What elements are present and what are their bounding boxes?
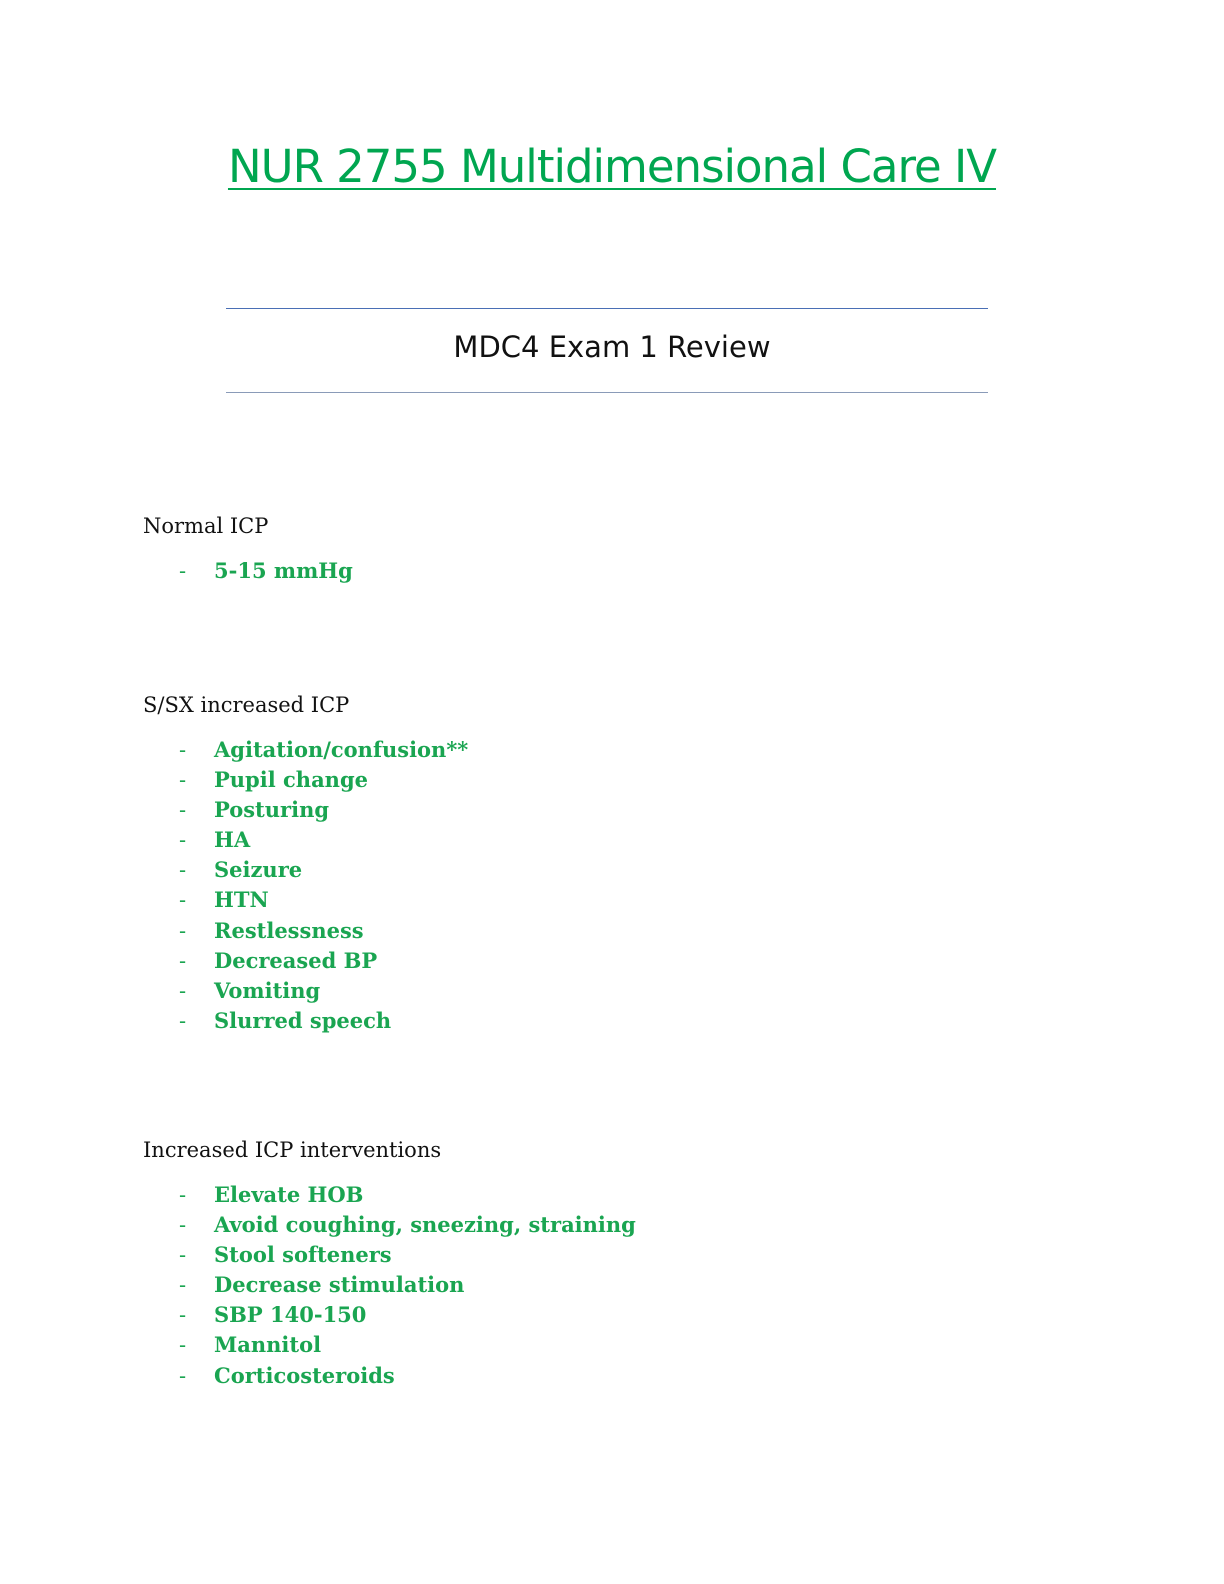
list-item: [143, 1180, 636, 1210]
section-heading: Increased ICP interventions: [143, 1138, 442, 1162]
list-item: [143, 946, 468, 976]
list-item: [143, 765, 468, 795]
list-item: [143, 976, 468, 1006]
list-item: [143, 795, 468, 825]
bullet-dash: -: [179, 888, 187, 913]
list-item-text: Seizure: [214, 857, 303, 883]
list-item: [143, 1300, 636, 1330]
list-item-text: Slurred speech: [214, 1007, 392, 1033]
subtitle-bottom-rule: [226, 392, 988, 393]
list-item-text: Stool softeners: [214, 1242, 392, 1268]
bullet-dash: -: [179, 1273, 187, 1298]
bullet-dash: -: [179, 1243, 187, 1268]
list-item-text: Avoid coughing, sneezing, straining: [214, 1212, 636, 1238]
list-item: [143, 1330, 636, 1360]
bullet-dash: -: [179, 1363, 187, 1388]
bullet-dash: -: [179, 559, 187, 583]
list-item-text: Mannitol: [214, 1332, 322, 1358]
list-item-text: Posturing: [214, 797, 330, 823]
list-item-text: HTN: [214, 887, 269, 913]
bullet-dash: -: [179, 738, 187, 762]
list-item: [143, 1361, 636, 1391]
section-heading: S/SX increased ICP: [143, 693, 350, 717]
list-item: [143, 855, 468, 885]
list-item-text: Decreased BP: [214, 947, 378, 973]
list-item: [143, 1006, 468, 1036]
list-item: [143, 885, 468, 915]
bullet-dash: -: [179, 798, 187, 823]
section-icp-interventions: [143, 1136, 636, 1391]
bullet-dash: -: [179, 1008, 187, 1033]
list-item: [143, 1270, 636, 1300]
list-item: [143, 916, 468, 946]
section-sx-increased-icp: [143, 691, 468, 1036]
list-item-text: Corticosteroids: [214, 1362, 395, 1388]
bullet-dash: -: [179, 1303, 187, 1328]
list-item-text: 5-15 mmHg: [214, 558, 353, 583]
bullet-dash: -: [179, 828, 187, 853]
list-item-text: Vomiting: [214, 977, 321, 1003]
bullet-list: [143, 735, 468, 1036]
list-item: [143, 1240, 636, 1270]
list-item: [143, 825, 468, 855]
bullet-dash: -: [179, 768, 187, 793]
bullet-list: [143, 1180, 636, 1391]
bullet-dash: -: [179, 918, 187, 943]
list-item: [143, 735, 468, 765]
list-item-text: Decrease stimulation: [214, 1272, 465, 1298]
bullet-dash: -: [179, 1333, 187, 1358]
list-item: [143, 1210, 636, 1240]
list-item: [143, 556, 353, 586]
bullet-dash: -: [179, 948, 187, 973]
list-item-text: Pupil change: [214, 767, 368, 793]
bullet-dash: -: [179, 978, 187, 1003]
list-item-text: SBP 140-150: [214, 1302, 367, 1328]
list-item-text: Elevate HOB: [214, 1182, 364, 1207]
section-heading: Normal ICP: [143, 514, 269, 538]
bullet-dash: -: [179, 858, 187, 883]
bullet-list: [143, 556, 353, 586]
bullet-dash: -: [179, 1183, 187, 1207]
document-subtitle: MDC4 Exam 1 Review: [453, 330, 771, 364]
section-normal-icp: [143, 512, 353, 586]
list-item-text: HA: [214, 827, 251, 853]
document-title: NUR 2755 Multidimensional Care IV: [227, 140, 997, 193]
list-item-text: Agitation/confusion**: [214, 737, 469, 762]
list-item-text: Restlessness: [214, 917, 364, 943]
bullet-dash: -: [179, 1213, 187, 1238]
subtitle-top-rule: [226, 308, 988, 309]
